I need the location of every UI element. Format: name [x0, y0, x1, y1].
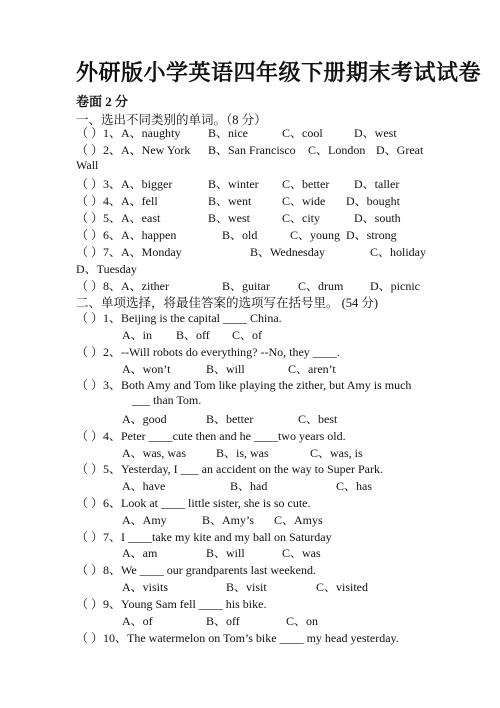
- option-d: D、strong: [346, 228, 397, 242]
- option-b: B、off: [206, 614, 240, 628]
- option-c: C、better: [282, 177, 330, 191]
- option-c: C、best: [298, 412, 338, 426]
- question-stem: （ ）3、Both Amy and Tom like playing the zither, but Amy is much: [76, 378, 412, 392]
- item-stem: （ ）2、A、New York: [76, 143, 191, 157]
- option-b: B、Amy’s: [202, 513, 255, 527]
- page-title: 外研版小学英语四年级下册期末考试试卷: [76, 60, 482, 85]
- option-d: D、south: [354, 211, 401, 225]
- option-c: C、was: [282, 546, 321, 560]
- question-stem: （ ）1、Beijing is the capital ____ China.: [76, 311, 282, 325]
- section2-heading: 二、单项选择，将最佳答案的选项写在括号里。 (54 分): [76, 296, 379, 310]
- option-a: A、visits: [122, 580, 169, 594]
- item-stem: （ ）7、A、Monday: [76, 245, 182, 259]
- option-b: B、had: [230, 479, 268, 493]
- option-b: B、went: [208, 194, 252, 208]
- option-b: B、Wednesday: [250, 245, 326, 259]
- option-d: D、Great: [376, 143, 424, 157]
- option-a: A、Amy: [122, 513, 167, 527]
- option-a: A、am: [122, 546, 158, 560]
- item-continuation: Wall: [76, 158, 99, 172]
- option-a: A、was, was: [122, 446, 186, 460]
- option-c: C、London: [308, 143, 366, 157]
- item-stem: （ ）5、A、east: [76, 211, 161, 225]
- option-c: C、city: [282, 211, 320, 225]
- option-c: C、cool: [282, 126, 323, 140]
- item-stem: （ ）8、A、zither: [76, 279, 169, 293]
- item-stem: （ ）6、A、happen: [76, 228, 177, 242]
- option-c: C、visited: [316, 580, 369, 594]
- option-c: C、holiday: [370, 245, 426, 259]
- option-c: C、wide: [282, 194, 326, 208]
- option-a: A、in: [122, 328, 153, 342]
- option-d: D、picnic: [370, 279, 420, 293]
- item-stem: （ ）4、A、fell: [76, 194, 158, 208]
- section1-heading: 一、选出不同类别的单词。（8 分）: [76, 113, 267, 127]
- score-note: 卷面 2 分: [76, 94, 129, 109]
- option-b: B、visit: [226, 580, 267, 594]
- option-c: C、drum: [298, 279, 344, 293]
- option-b: B、San Francisco: [208, 143, 296, 157]
- question-stem: （ ）4、Peter ____cute then and he ____two years old.: [76, 429, 346, 443]
- question-stem: （ ）8、We ____ our grandparents last weekend.: [76, 563, 316, 577]
- question-stem: （ ）7、I ____take my kite and my ball on Saturday: [76, 530, 332, 544]
- option-c: C、aren’t: [288, 362, 336, 376]
- option-b: B、nice: [208, 126, 248, 140]
- question-stem: （ ）6、Look at ____ little sister, she is so cute.: [76, 496, 311, 510]
- option-c: C、Amys: [274, 513, 323, 527]
- option-b: B、better: [206, 412, 254, 426]
- item-stem: （ ）3、A、bigger: [76, 177, 173, 191]
- option-b: B、old: [222, 228, 258, 242]
- option-b: B、off: [176, 328, 210, 342]
- option-c: C、on: [286, 614, 319, 628]
- option-b: B、guitar: [222, 279, 270, 293]
- option-a: A、good: [122, 412, 167, 426]
- question-stem: （ ）5、Yesterday, I ___ an accident on the way to Super Park.: [76, 462, 383, 476]
- option-a: A、won’t: [122, 362, 171, 376]
- option-b: B、will: [206, 546, 245, 560]
- option-b: B、will: [206, 362, 245, 376]
- option-a: A、have: [122, 479, 166, 493]
- question-stem: （ ）10、The watermelon on Tom’s bike ____ my head yesterday.: [76, 631, 399, 645]
- question-stem: （ ）2、--Will robots do everything? --No, they ____.: [76, 345, 340, 359]
- option-b: B、is, was: [216, 446, 269, 460]
- option-c: C、was, is: [310, 446, 363, 460]
- question-stem: （ ）9、Young Sam fell ____ his bike.: [76, 597, 267, 611]
- option-c: C、of: [232, 328, 263, 342]
- question-stem-cont: ___ than Tom.: [132, 393, 202, 407]
- item-stem: （ ）1、A、naughty: [76, 126, 181, 140]
- option-d: D、bought: [346, 194, 401, 208]
- option-c: C、young: [290, 228, 341, 242]
- option-c: C、has: [336, 479, 373, 493]
- option-a: A、of: [122, 614, 153, 628]
- option-b: B、winter: [208, 177, 259, 191]
- option-d: D、west: [354, 126, 397, 140]
- item-continuation: D、Tuesday: [76, 262, 137, 276]
- option-d: D、taller: [354, 177, 400, 191]
- option-b: B、west: [208, 211, 251, 225]
